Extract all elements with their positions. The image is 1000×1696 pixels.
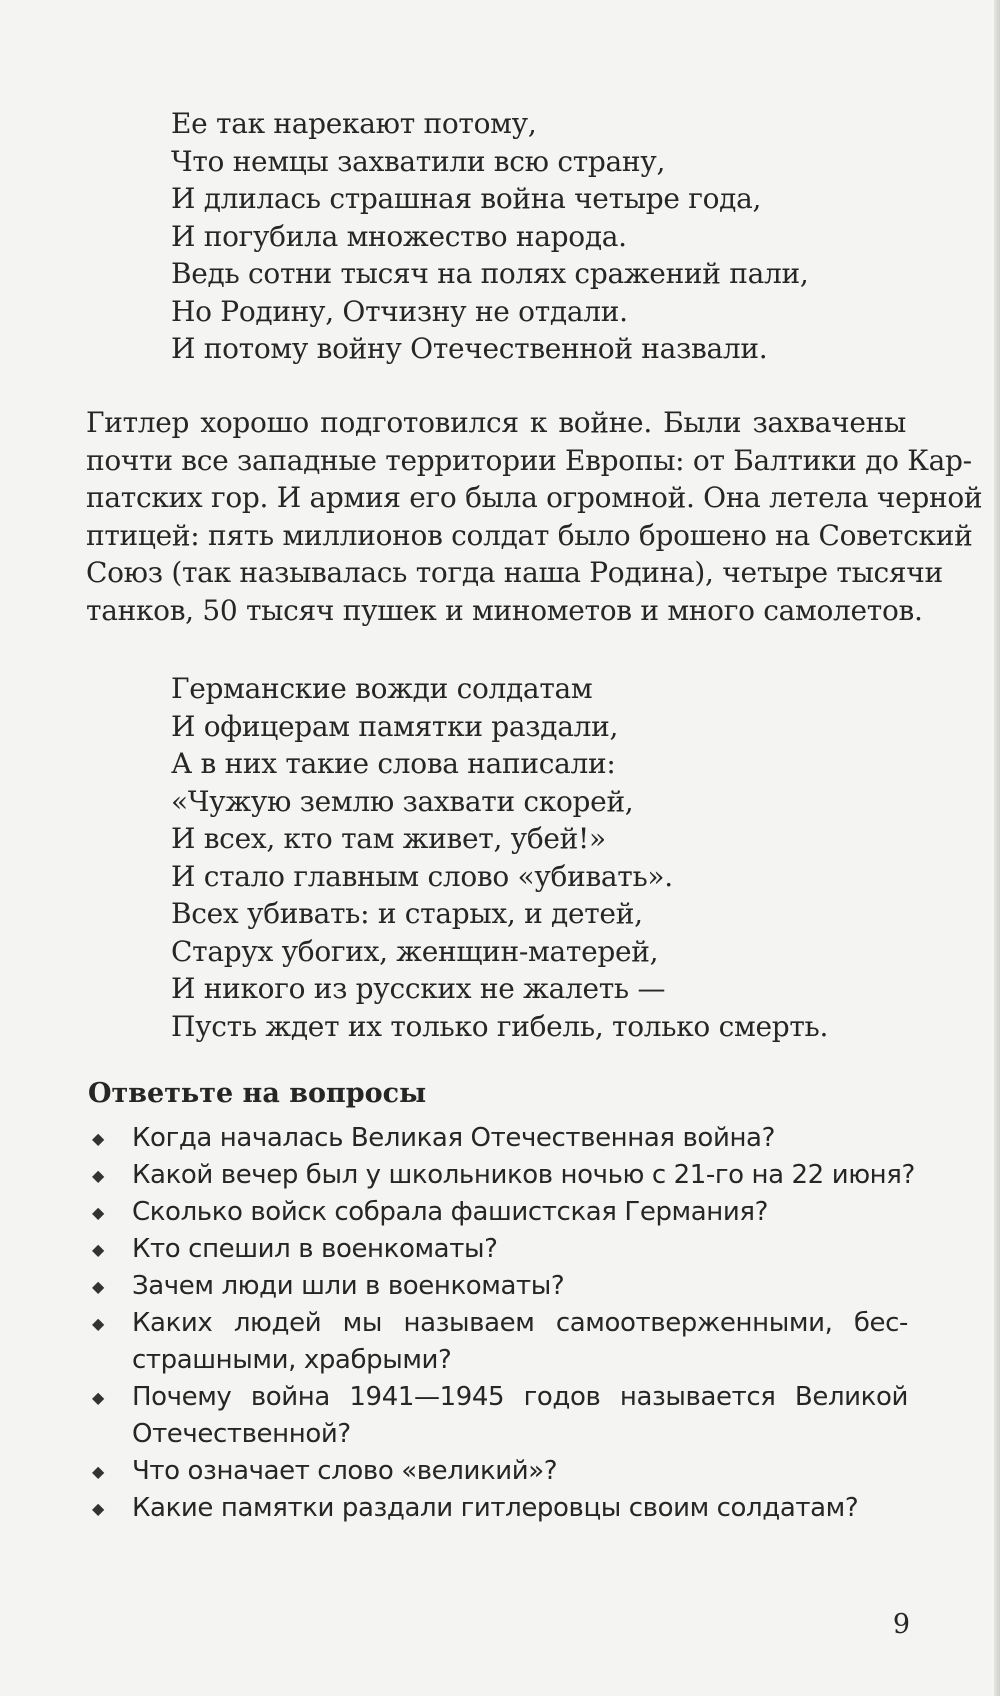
question-text-continued: Отечественной?	[132, 1419, 351, 1449]
poem-line: И длилась страшная война четыре года,	[171, 182, 762, 215]
list-item	[92, 1120, 908, 1157]
question-text: Сколько войск собрала фашистская Германия?	[132, 1197, 769, 1227]
list-item	[92, 1379, 908, 1453]
poem-line: Ее так нарекают потому,	[171, 107, 537, 140]
list-item	[92, 1268, 908, 1305]
prose-line: Гитлер хорошо подготовился к войне. Были захвачены	[86, 406, 906, 439]
list-item	[92, 1453, 908, 1490]
poem-line: Германские вожди солдатам	[171, 672, 593, 705]
list-item	[92, 1490, 908, 1527]
page-number: 9	[892, 1609, 910, 1640]
poem-line: Что немцы захватили всю страну,	[171, 144, 666, 178]
questions-list	[92, 1120, 915, 1527]
question-text: Когда началась Великая Отечественная война?	[132, 1123, 775, 1153]
prose-line: почти все западные территории Европы: от Балтики до Кар-	[86, 443, 972, 477]
diamond-bullet-icon: ◆	[92, 1499, 104, 1518]
question-text-continued: страшными, храбрыми?	[132, 1345, 452, 1375]
question-text: Какие памятки раздали гитлеровцы своим солдатам?	[132, 1493, 859, 1523]
diamond-bullet-icon: ◆	[92, 1203, 104, 1222]
poem-line: «Чужую землю захвати скорей,	[171, 784, 634, 818]
diamond-bullet-icon: ◆	[92, 1277, 104, 1296]
poem-line: Старух убогих, женщин-матерей,	[171, 934, 659, 968]
poem-line: И всех, кто там живет, убей!»	[171, 822, 606, 855]
diamond-bullet-icon: ◆	[92, 1462, 104, 1481]
poem-line: И стало главным слово «убивать».	[171, 859, 673, 893]
prose-line: Союз (так называлась тогда наша Родина), четыре тысячи	[86, 556, 943, 589]
prose-line: танков, 50 тысяч пушек и минометов и много самолетов.	[86, 593, 923, 627]
poem-verse-1	[171, 105, 808, 368]
prose-line: патских гор. И армия его была огромной. Она летела черной	[86, 481, 983, 514]
diamond-bullet-icon: ◆	[92, 1166, 104, 1185]
question-text: Кто спешил в военкоматы?	[132, 1234, 498, 1264]
poem-line: И погубила множество народа.	[171, 219, 627, 253]
question-text: Каких людей мы называем самоотверженными, бес-	[132, 1308, 908, 1338]
diamond-bullet-icon: ◆	[92, 1388, 104, 1407]
prose-paragraph	[86, 404, 983, 629]
question-text: Что означает слово «великий»?	[132, 1456, 558, 1486]
poem-line: Пусть ждет их только гибель, только смерть.	[171, 1009, 829, 1043]
poem-line: И потому войну Отечественной назвали.	[171, 332, 768, 365]
poem-line: Ведь сотни тысяч на полях сражений пали,	[171, 257, 809, 290]
poem-line: И офицерам памятки раздали,	[171, 709, 619, 743]
poem-line: Всех убивать: и старых, и детей,	[171, 897, 643, 930]
list-item	[92, 1157, 915, 1194]
question-text: Почему война 1941—1945 годов называется Великой	[132, 1382, 908, 1412]
question-text: Какой вечер был у школьников ночью с 21-го на 22 июня?	[132, 1160, 915, 1190]
list-item	[92, 1194, 908, 1231]
diamond-bullet-icon: ◆	[92, 1240, 104, 1259]
diamond-bullet-icon: ◆	[92, 1129, 104, 1148]
diamond-bullet-icon: ◆	[92, 1314, 104, 1333]
list-item	[92, 1305, 908, 1379]
prose-line: птицей: пять миллионов солдат было брошено на Советский	[86, 518, 973, 552]
poem-line: И никого из русских не жалеть —	[171, 972, 666, 1005]
list-item	[92, 1231, 908, 1268]
page-edge-shadow	[994, 0, 1000, 1696]
poem-line: Но Родину, Отчизну не отдали.	[171, 294, 628, 328]
question-text: Зачем люди шли в военкоматы?	[132, 1271, 565, 1301]
poem-verse-2	[171, 670, 828, 1045]
poem-line: А в них такие слова написали:	[171, 747, 616, 780]
questions-heading: Ответьте на вопросы	[88, 1078, 427, 1109]
